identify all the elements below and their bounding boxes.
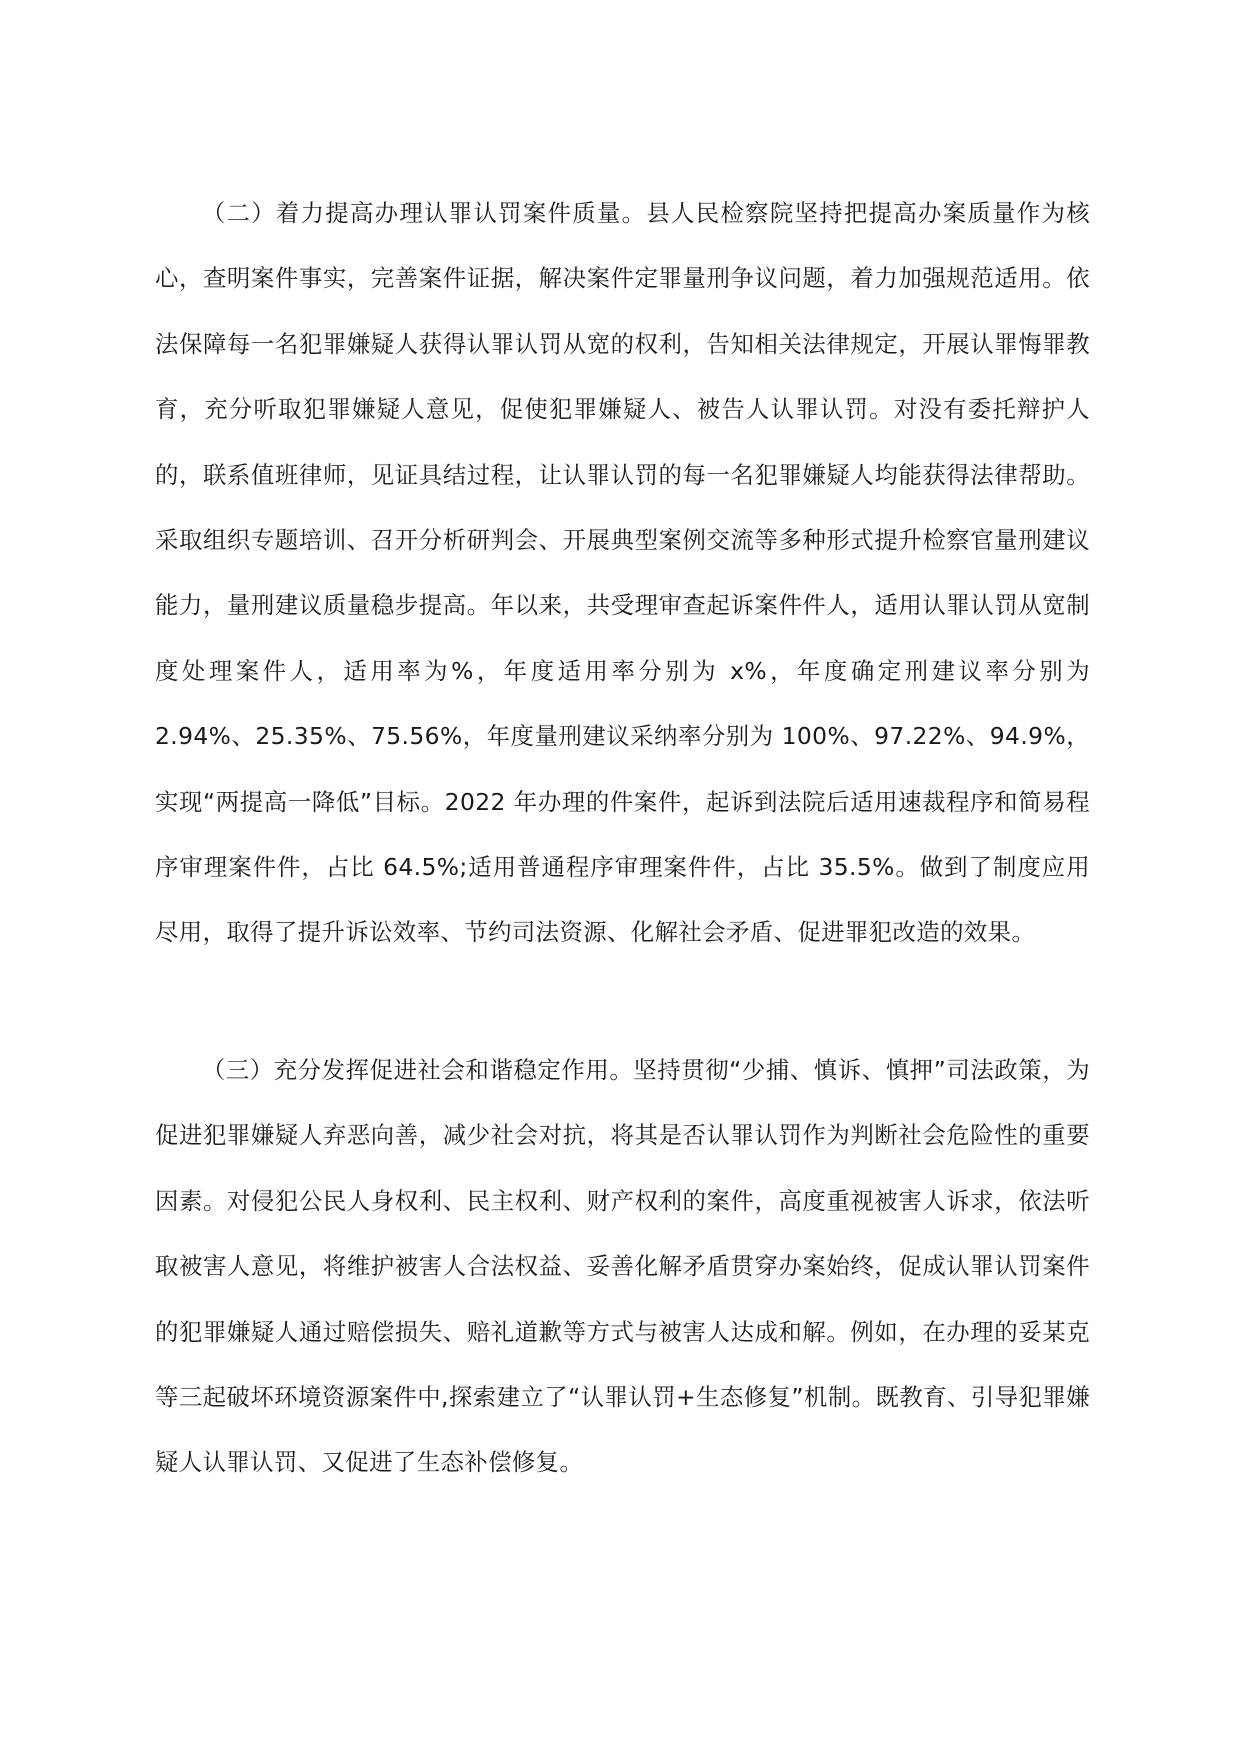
paragraph-section-2: （二）着力提高办理认罪认罚案件质量。县人民检察院坚持把提高办案质量作为核心，查明案件事实，完善案件证据，解决案件定罪量刑争议问题，着力加强规范适用。依法保障每一名犯罪嫌疑人获得认罪认罚从宽的权利，告知相关法律规定，开展认罪悔罪教育，充分听取犯罪嫌疑人意见，促使犯罪嫌疑人、被告人认罪认罚。对没有委托辩护人的，联系值班律师，见证具结过程，让认罪认罚的每一名犯罪嫌疑人均能获得法律帮助。采取组织专题培训、召开分析研判会、开展典型案例交流等多种形式提升检察官量刑建议能力，量刑建议质量稳步提高。年以来，共受理审查起诉案件件人，适用认罪认罚从宽制度处理案件人，适用率为%，年度适用率分别为 x%，年度确定刑建议率分别为 2.94%、25.35%、75.56%，年度量刑建议采纳率分别为 100%、97.22%、94.9%，实现“两提高一降低”目标。2022 年办理的件案件，起诉到法院后适用速裁程序和简易程序审理案件件，占比 64.5%;适用普通程序审理案件件，占比 35.5%。做到了制度应用尽用，取得了提升诉讼效率、节约司法资源、化解社会矛盾、促进罪犯改造的效果。 [155,199,1090,947]
paragraph-section-3: （三）充分发挥促进社会和谐稳定作用。坚持贯彻“少捕、慎诉、慎押”司法政策，为促进犯罪嫌疑人弃恶向善，减少社会对抗，将其是否认罪认罚作为判断社会危险性的重要因素。对侵犯公民人身权利、民主权利、财产权利的案件，高度重视被害人诉求，依法听取被害人意见，将维护被害人合法权益、妥善化解矛盾贯穿办案始终，促成认罪认罚案件的犯罪嫌疑人通过赔偿损失、赔礼道歉等方式与被害人达成和解。例如，在办理的妥某克等三起破坏环境资源案件中,探索建立了“认罪认罚+生态修复”机制。既教育、引导犯罪嫌疑人认罪认罚、又促进了生态补偿修复。 [155,1056,1090,1477]
